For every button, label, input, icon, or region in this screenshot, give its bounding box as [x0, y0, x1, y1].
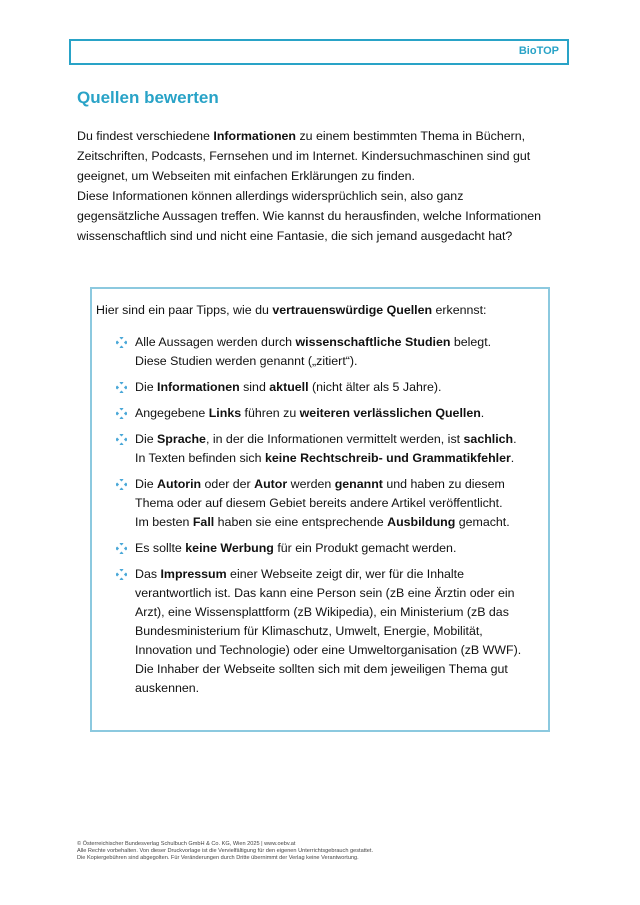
intro-paragraph	[77, 186, 577, 246]
intro-text: zu einem bestimmten Thema in Büchern,	[296, 129, 526, 143]
tip-bold: wissenschaftliche Studien	[295, 335, 451, 349]
tip-text: Im besten	[135, 515, 193, 529]
footer-line: © Österreichischer Bundesverlag Schulbuch GmbH & Co. KG, Wien 2025 | www.oebv.at	[77, 841, 296, 847]
tip-text: verantwortlich ist. Das kann eine Person sein (zB eine Ärztin oder ein	[135, 586, 515, 600]
tip-text: Alle Aussagen werden durch	[135, 335, 296, 349]
brand-label: BioTOP	[518, 45, 559, 57]
tip-item	[116, 404, 541, 423]
tip-line	[135, 352, 541, 371]
tip-bold: Sprache	[157, 432, 206, 446]
tip-text: .	[480, 406, 485, 420]
tip-line	[135, 679, 541, 698]
tip-text: Die Inhaber der Webseite sollten sich mit dem jeweiligen Thema gut	[135, 662, 508, 676]
tip-text: sind	[239, 380, 270, 394]
header-bar	[69, 39, 569, 65]
tip-bold: Impressum	[160, 567, 227, 581]
intro-line	[77, 206, 577, 226]
tip-line	[135, 513, 541, 532]
tip-bold: Links	[208, 406, 242, 420]
tip-text: (nicht älter als 5 Jahre).	[308, 380, 442, 394]
tip-line	[135, 494, 541, 513]
intro-paragraph	[77, 126, 577, 186]
intro-line	[77, 126, 577, 146]
tip-bold: Autor	[254, 477, 288, 491]
tip-text: Arzt), eine Wissensplattform (zB Wikipedia), ein Ministerium (zB das	[135, 605, 509, 619]
tip-bold: genannt	[334, 477, 383, 491]
four-diamond-bullet-icon	[116, 382, 127, 393]
tip-text: führen zu	[241, 406, 300, 420]
four-diamond-bullet-icon	[116, 434, 127, 445]
intro-text	[77, 126, 577, 246]
tip-text: In Texten befinden sich	[135, 451, 265, 465]
tips-intro-text: Hier sind ein paar Tipps, wie du	[96, 303, 273, 317]
footer-line: Die Kopiergebühren sind abgegolten. Für Veränderungen durch Dritte übernimmt der Verlag keine Verantwortung.	[77, 855, 359, 861]
tip-line	[135, 565, 541, 584]
tip-item	[116, 333, 541, 371]
tip-text: Innovation und Technologie) oder eine Umweltorganisation (zB WWF).	[135, 643, 522, 657]
tip-line	[135, 641, 541, 660]
tips-intro	[96, 303, 536, 317]
intro-text: geeignet, um Webseiten mit einfachen Erklärungen zu finden.	[77, 169, 415, 183]
tip-line	[135, 333, 541, 352]
tips-intro-text: erkennst:	[432, 303, 487, 317]
footer-line: Alle Rechte vorbehalten. Von dieser Druckvorlage ist die Vervielfältigung für den eigenen Unterrichtsgebrauch gestattet.	[77, 848, 374, 854]
tip-text: belegt.	[450, 335, 492, 349]
intro-text: Diese Informationen können allerdings widersprüchlich sein, also ganz	[77, 189, 464, 203]
intro-line	[77, 226, 577, 246]
tip-text: Die	[135, 477, 158, 491]
tip-item	[116, 565, 541, 698]
tip-text: Thema oder auf diesem Gebiet bereits andere Artikel veröffentlicht.	[135, 496, 503, 510]
intro-text: gegensätzliche Aussagen treffen. Wie kannst du herausfinden, welche Informationen	[77, 209, 542, 223]
tip-text: .	[513, 432, 517, 446]
tip-text: haben sie eine entsprechende	[214, 515, 388, 529]
tip-bold: Ausbildung	[387, 515, 456, 529]
tip-line	[135, 449, 541, 468]
intro-text: Zeitschriften, Podcasts, Fernsehen und im Internet. Kindersuchmaschinen sind gut	[77, 149, 531, 163]
four-diamond-bullet-icon	[116, 408, 127, 419]
tip-line	[135, 378, 541, 397]
tip-line	[135, 584, 541, 603]
tip-line	[135, 475, 541, 494]
page-title: Quellen bewerten	[77, 88, 219, 107]
tip-line	[135, 622, 541, 641]
tip-bold: sachlich	[463, 432, 514, 446]
four-diamond-bullet-icon	[116, 569, 127, 580]
tip-bold: keine Werbung	[185, 541, 274, 555]
tip-text: und haben zu diesem	[382, 477, 505, 491]
tip-text: .	[510, 451, 515, 465]
tips-intro-bold: vertrauenswürdige Quellen	[272, 303, 433, 317]
tip-item	[116, 539, 541, 558]
tip-text: Diese Studien werden genannt („zitiert“).	[135, 354, 358, 368]
tip-bold: Fall	[192, 515, 215, 529]
tip-text: gemacht.	[455, 515, 510, 529]
tip-bold: weiteren verlässlichen Quellen	[299, 406, 481, 420]
footer	[77, 841, 373, 862]
tip-bold: keine Rechtschreib- und Grammatikfehler	[264, 451, 511, 465]
tip-text: Das	[135, 567, 161, 581]
intro-text: wissenschaftlich sind und nicht eine Fantasie, die sich jemand ausgedacht hat?	[77, 229, 513, 243]
tip-text: Angegebene	[135, 406, 209, 420]
four-diamond-bullet-icon	[116, 479, 127, 490]
tip-item	[116, 475, 541, 532]
tip-text: , in der die Informationen vermittelt werden, ist	[205, 432, 464, 446]
tip-bold: aktuell	[269, 380, 309, 394]
tip-text: oder der	[201, 477, 255, 491]
tip-bold: Informationen	[157, 380, 240, 394]
tip-line	[135, 430, 541, 449]
tip-line	[135, 603, 541, 622]
tip-line	[135, 660, 541, 679]
intro-line	[77, 166, 577, 186]
tip-text: auskennen.	[135, 681, 200, 695]
four-diamond-bullet-icon	[116, 337, 127, 348]
tip-item	[116, 430, 541, 468]
tip-bold: Autorin	[157, 477, 202, 491]
intro-line	[77, 186, 577, 206]
tip-line	[135, 404, 541, 423]
tip-text: Bundesministerium für Klimaschutz, Umwelt, Energie, Mobilität,	[135, 624, 483, 638]
tip-item	[116, 378, 541, 397]
four-diamond-bullet-icon	[116, 543, 127, 554]
tip-text: werden	[287, 477, 335, 491]
tip-text: Es sollte	[135, 541, 186, 555]
tip-line	[135, 539, 541, 558]
tip-text: Die	[135, 380, 158, 394]
intro-bold: Informationen	[213, 129, 296, 143]
tip-text: Die	[135, 432, 158, 446]
tip-text: einer Webseite zeigt dir, wer für die Inhalte	[226, 567, 464, 581]
tips-list	[116, 333, 541, 705]
intro-line	[77, 146, 577, 166]
tip-text: für ein Produkt gemacht werden.	[273, 541, 457, 555]
intro-text: Du findest verschiedene	[77, 129, 214, 143]
